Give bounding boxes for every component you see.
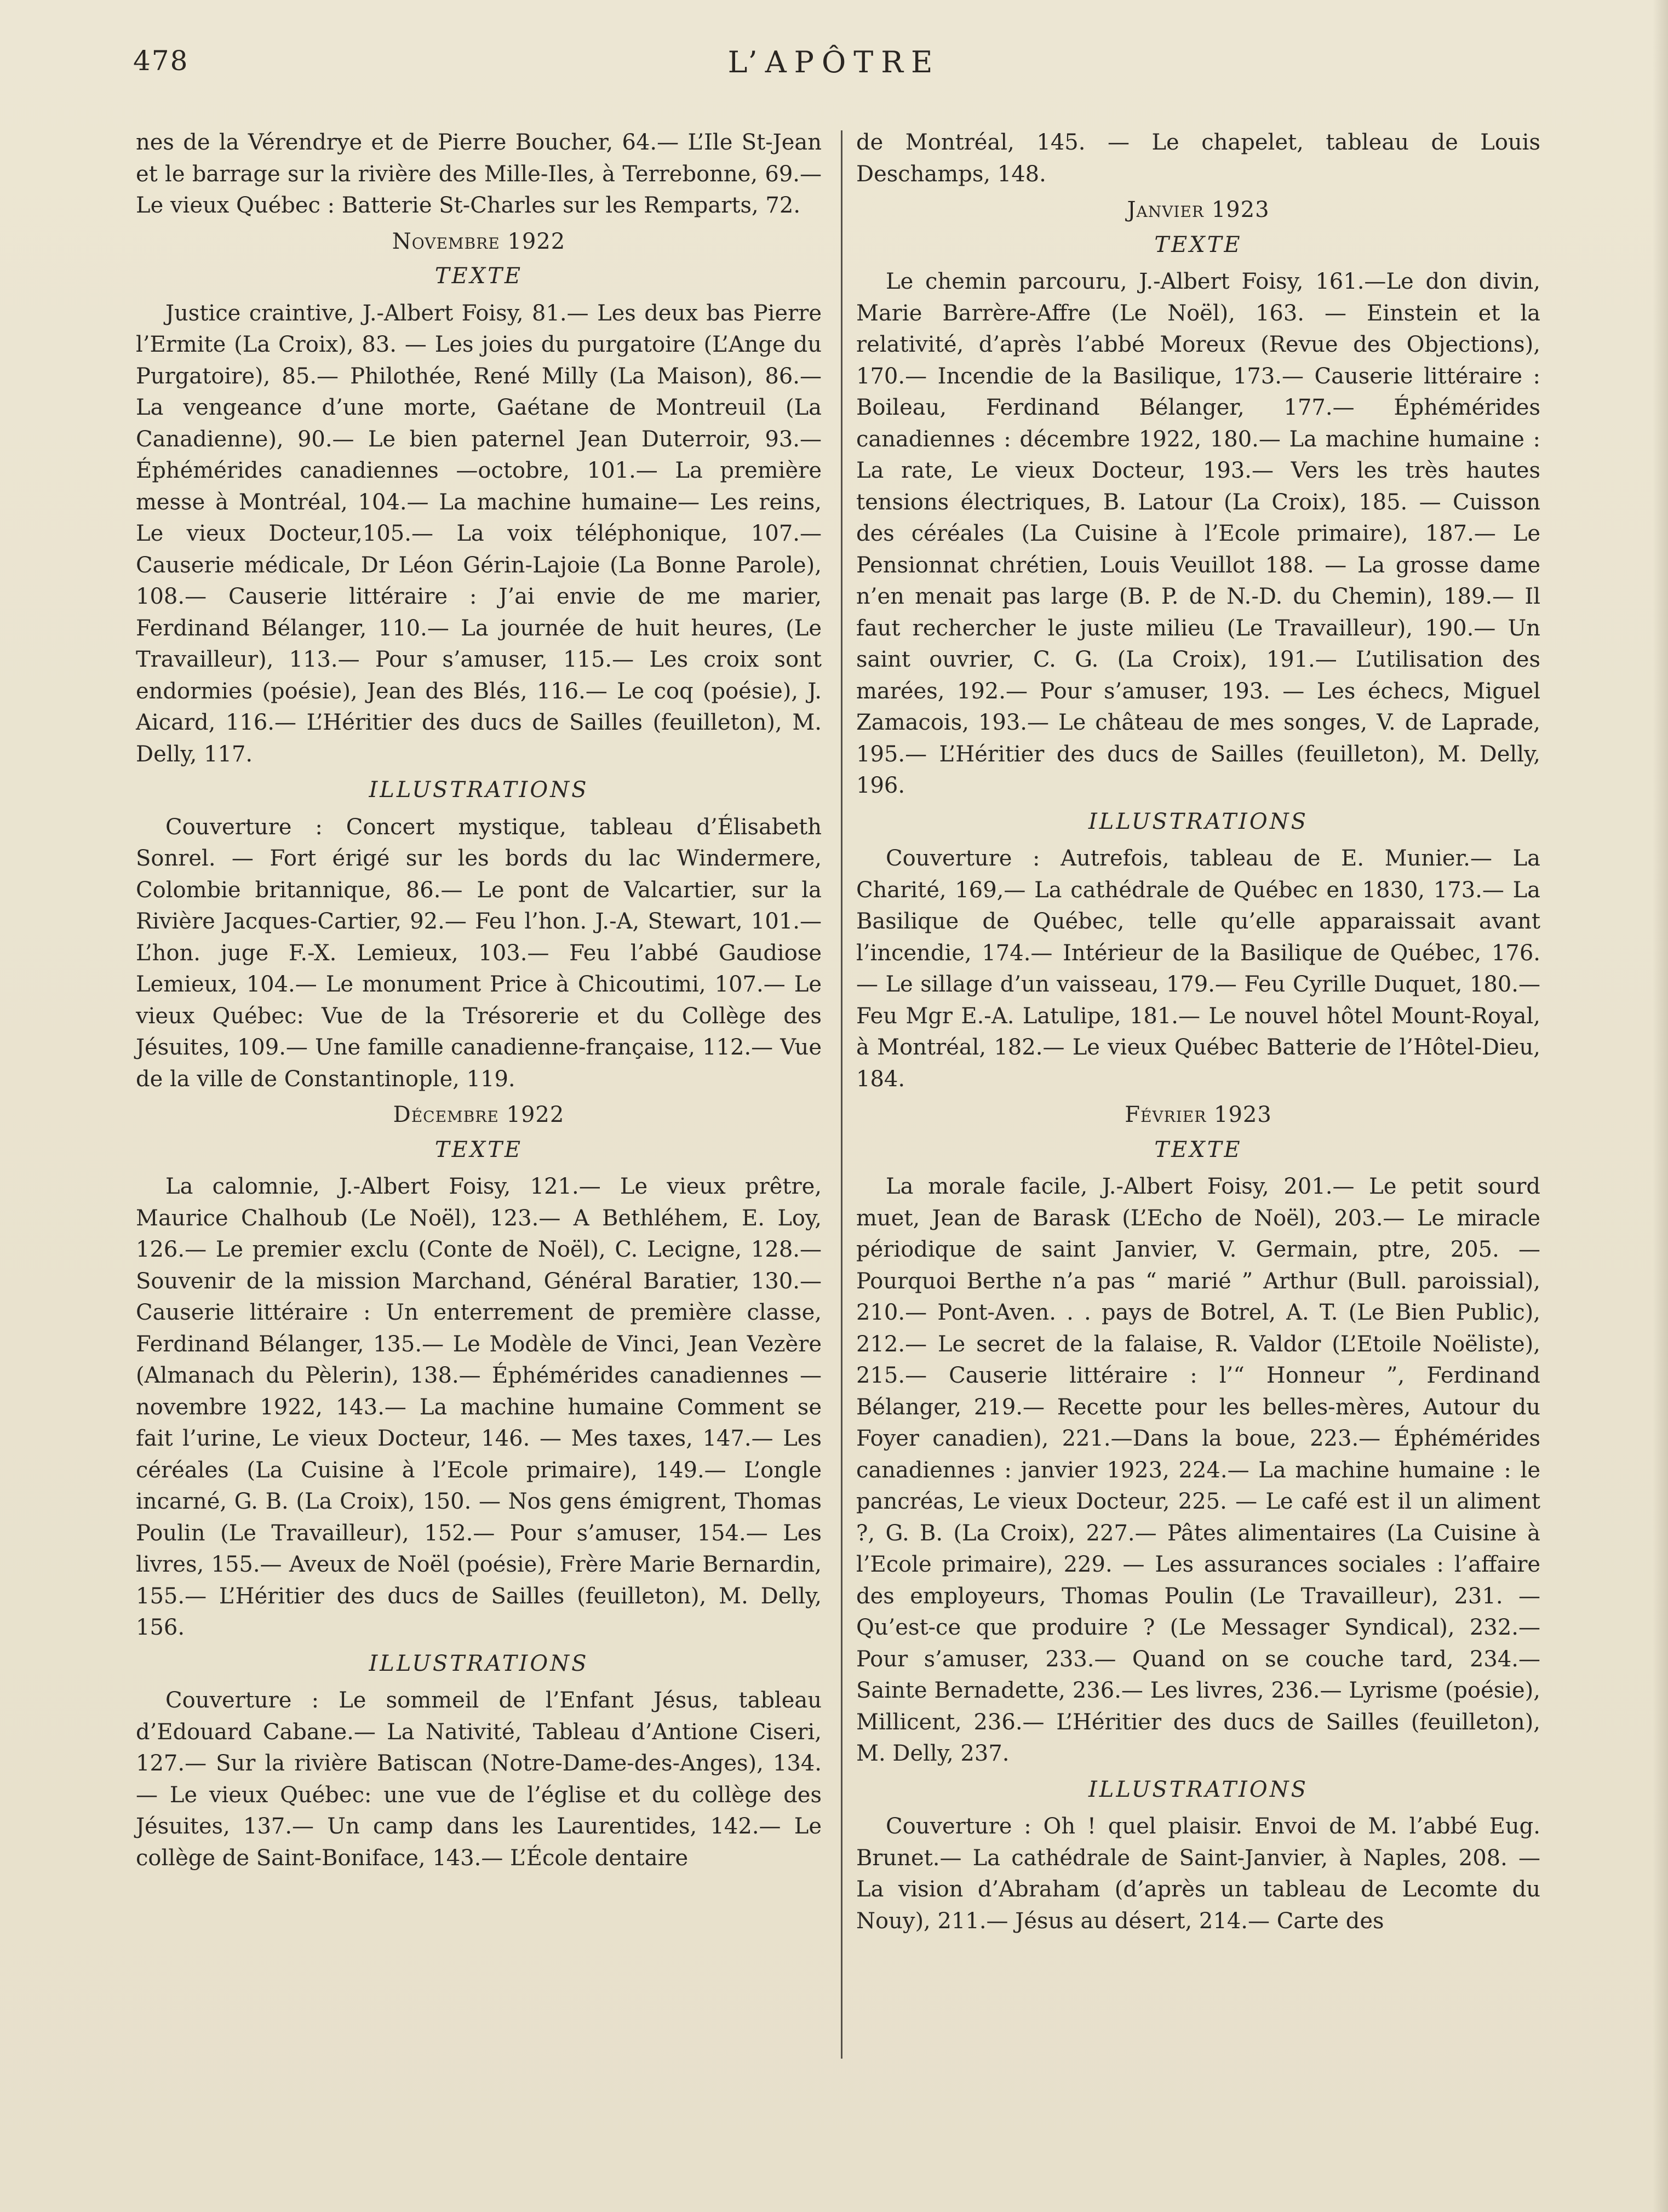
novembre-texte-paragraph: Justice craintive, J.-Albert Foisy, 81.— Les deux bas Pierre l’Ermite (La Croix), 83. — Les joies du purgatoire (L’Ange du Purgatoire), 85.— Philothée, René Milly (La Maison), 86.— La vengeance d’une morte, Gaétane de Montreuil (La Canadienne), 90.— Le bien paternel Jean Duterroir, 93.— Éphémérides canadiennes —octobre, 101.— La première messe à Montréal, 104.— La machine humaine— Les reins, Le vieux Docteur,105.— La voix téléphonique, 107.— Causerie médicale, Dr Léon Gérin-Lajoie (La Bonne Parole), 108.— Causerie littéraire : J’ai envie de me marier, Ferdinand Bélanger, 110.— La journée de huit heures, (Le Travailleur), 113.— Pour s’amuser, 115.— Les croix sont endormies (poésie), Jean des Blés, 116.— Le coq (poésie), J. Aicard, 116.— L’Héritier des ducs de Sailles (feuilleton), M. Delly, 117. [136,300,822,767]
page-header [0,45,1668,89]
section-heading-texte: TEXTE [1154,232,1242,257]
month-heading-decembre: Décembre 1922 [393,1102,565,1127]
month-heading-fevrier: Février 1923 [1125,1102,1272,1127]
fevrier-texte-paragraph: La morale facile, J.-Albert Foisy, 201.— Le petit sourd muet, Jean de Barask (L’Echo de Noël), 203.— Le miracle périodique de saint Janvier, V. Germain, ptre, 205. — Pourquoi Berthe n’a pas “ marié ” Arthur (Bull. paroissial), 210.— Pont-Aven. . . pays de Botrel, A. T. (Le Bien Public), 212.— Le secret de la falaise, R. Valdor (L’Etoile Noëliste), 215.— Causerie littéraire : l’“ Honneur ”, Ferdinand Bélanger, 219.— Recette pour les belles-mères, Autour du Foyer canadien), 221.—Dans la boue, 223.— Éphémérides canadiennes : janvier 1923, 224.— La machine humaine : le pancréas, Le vieux Docteur, 225. — Le café est il un aliment ?, G. B. (La Croix), 227.— Pâtes alimentaires (La Cuisine à l’Ecole primaire), 229. — Les assurances sociales : l’affaire des employeurs, Thomas Poulin (Le Travailleur), 231. — Qu’est-ce que produire ? (Le Messager Syndical), 232.— Pour s’amuser, 233.— Quand on se couche tard, 234.— Sainte Bernadette, 236.— Les livres, 236.— Lyrisme (poésie), Millicent, 236.— L’Héritier des ducs de Sailles (feuilleton), M. Delly, 237. [856,1174,1540,1766]
decembre-texte-paragraph: La calomnie, J.-Albert Foisy, 121.— Le vieux prêtre, Maurice Chalhoub (Le Noël), 123.— A Bethléhem, E. Loy, 126.— Le premier exclu (Conte de Noël), C. Lecigne, 128.— Souvenir de la mission Marchand, Général Baratier, 130.— Causerie littéraire : Un enterrement de première classe, Ferdinand Bélanger, 135.— Le Modèle de Vinci, Jean Vezère (Almanach du Pèlerin), 138.— Éphémérides canadiennes — novembre 1922, 143.— La machine humaine Comment se fait l’urine, Le vieux Docteur, 146. — Mes taxes, 147.— Les céréales (La Cuisine à l’Ecole primaire), 149.— L’ongle incarné, G. B. (La Croix), 150. — Nos gens émigrent, Thomas Poulin (Le Travailleur), 152.— Pour s’amuser, 154.— Les livres, 155.— Aveux de Noël (poésie), Frère Marie Bernardin, 155.— L’Héritier des ducs de Sailles (feuilleton), M. Delly, 156. [136,1174,822,1640]
section-heading-illustrations: ILLUSTRATIONS [369,1651,589,1676]
right-column [856,127,1540,1941]
left-column [136,127,822,1878]
section-heading-illustrations: ILLUSTRATIONS [1088,1777,1309,1802]
right-intro-paragraph: de Montréal, 145. — Le chapelet, tableau de Louis Deschamps, 148. [856,130,1540,187]
running-title: L’APÔTRE [727,45,941,79]
janvier-texte-paragraph: Le chemin parcouru, J.-Albert Foisy, 161.—Le don divin, Marie Barrère-Affre (Le Noël), 163. — Einstein et la relativité, d’après l’abbé Moreux (Revue des Objections), 170.— Incendie de la Basilique, 173.— Causerie littéraire : Boileau, Ferdinand Bélanger, 177.— Éphémérides canadiennes : décembre 1922, 180.— La machine humaine : La rate, Le vieux Docteur, 193.— Vers les très hautes tensions électriques, B. Latour (La Croix), 185. — Cuisson des céréales (La Cuisine à l’Ecole primaire), 187.— Le Pensionnat chrétien, Louis Veuillot 188. — La grosse dame n’en menait pas large (B. P. de N.-D. du Chemin), 189.— Il faut rechercher le juste milieu (Le Travailleur), 190.— Un saint ouvrier, C. G. (La Croix), 191.— L’utilisation des marées, 192.— Pour s’amuser, 193. — Les échecs, Miguel Zamacois, 193.— Le château de mes songes, V. de Laprade, 195.— L’Héritier des ducs de Sailles (feuilleton), M. Delly, 196. [856,269,1540,798]
column-divider [841,130,842,2059]
decembre-illustrations-paragraph: Couverture : Le sommeil de l’Enfant Jésus, tableau d’Edouard Cabane.— La Nativité, Tableau d’Antione Ciseri, 127.— Sur la rivière Batiscan (Notre-Dame-des-Anges), 134.— Le vieux Québec: une vue de l’église et du collège des Jésuites, 137.— Un camp dans les Laurentides, 142.— Le collège de Saint-Boniface, 143.— L’École dentaire [136,1688,822,1871]
month-heading-novembre: Novembre 1922 [392,228,566,254]
fevrier-illustrations-paragraph: Couverture : Oh ! quel plaisir. Envoi de M. l’abbé Eug. Brunet.— La cathédrale de Saint-Janvier, à Naples, 208. — La vision d’Abraham (d’après un tableau de Lecomte du Nouy), 211.— Jésus au désert, 214.— Carte des [856,1814,1540,1934]
page-edge-shadow [1653,0,1668,2212]
section-heading-illustrations: ILLUSTRATIONS [369,777,589,803]
section-heading-texte: TEXTE [434,263,523,289]
janvier-illustrations-paragraph: Couverture : Autrefois, tableau de E. Munier.— La Charité, 169,— La cathédrale de Québec en 1830, 173.— La Basilique de Québec, telle qu’elle apparaissait avant l’incendie, 174.— Intérieur de la Basilique de Québec, 176. — Le sillage d’un vaisseau, 179.— Feu Cyrille Duquet, 180.— Feu Mgr E.-A. Latulipe, 181.— Le nouvel hôtel Mount-Royal, à Montréal, 182.— Le vieux Québec Batterie de l’Hôtel-Dieu, 184. [856,846,1540,1092]
month-heading-janvier: Janvier 1923 [1127,197,1270,222]
left-intro-paragraph: nes de la Vérendrye et de Pierre Boucher, 64.— L’Ile St-Jean et le barrage sur la rivière des Mille-Iles, à Terrebonne, 69.— Le vieux Québec : Batterie St-Charles sur les Remparts, 72. [136,130,822,218]
page-number: 478 [133,45,189,77]
section-heading-texte: TEXTE [1154,1137,1242,1162]
section-heading-illustrations: ILLUSTRATIONS [1088,809,1309,834]
novembre-illustrations-paragraph: Couverture : Concert mystique, tableau d’Élisabeth Sonrel. — Fort érigé sur les bords du lac Windermere, Colombie britannique, 86.— Le pont de Valcartier, sur la Rivière Jacques-Cartier, 92.— Feu l’hon. J.-A, Stewart, 101.— L’hon. juge F.-X. Lemieux, 103.— Feu l’abbé Gaudiose Lemieux, 104.— Le monument Price à Chicoutimi, 107.— Le vieux Québec: Vue de la Trésorerie et du Collège des Jésuites, 109.— Une famille canadienne-française, 112.— Vue de la ville de Constantinople, 119. [136,814,822,1092]
section-heading-texte: TEXTE [434,1137,523,1162]
